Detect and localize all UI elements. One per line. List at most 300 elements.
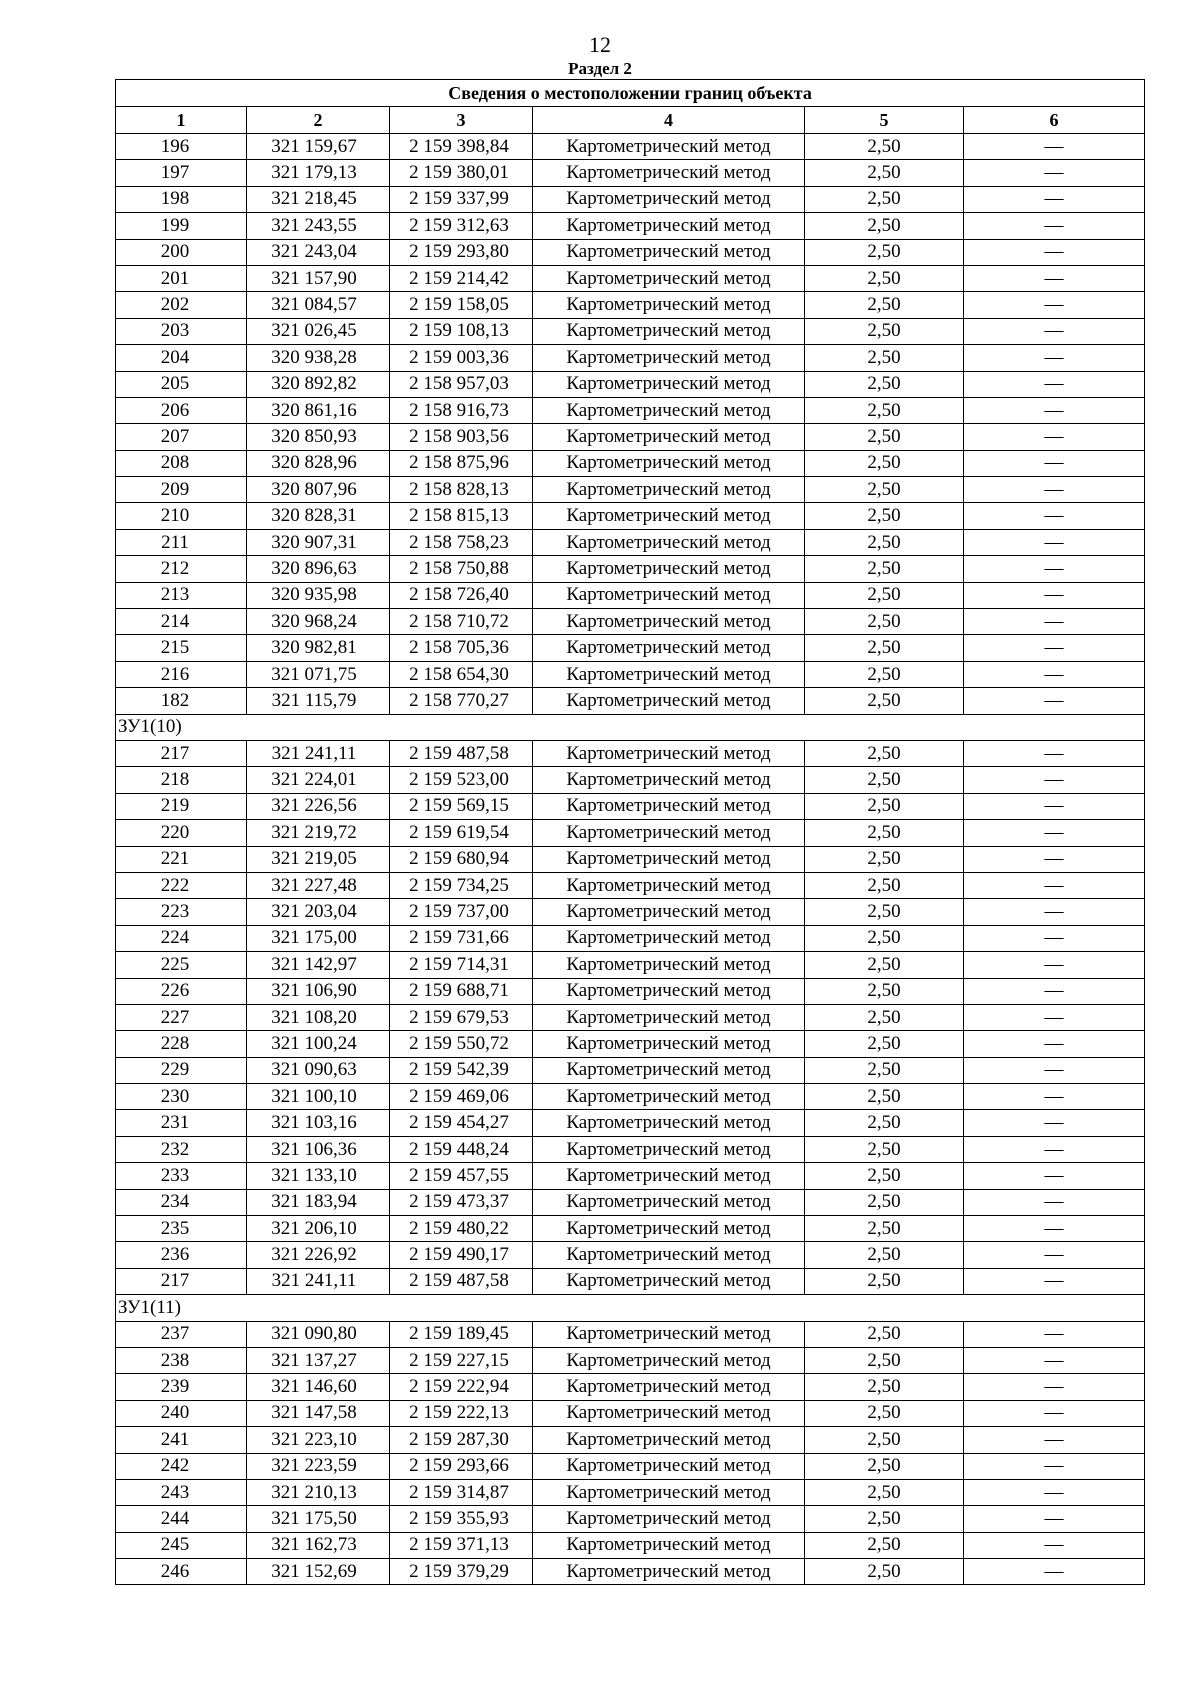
point-number-cell: 222 — [116, 872, 247, 898]
method-cell: Картометрический метод — [533, 899, 805, 925]
description-cell: — — [964, 1427, 1145, 1453]
description-cell: — — [964, 609, 1145, 635]
description-cell: — — [964, 1084, 1145, 1110]
description-cell: — — [964, 820, 1145, 846]
accuracy-cell: 2,50 — [805, 925, 964, 951]
accuracy-cell: 2,50 — [805, 265, 964, 291]
accuracy-cell: 2,50 — [805, 1347, 964, 1373]
point-number-cell: 212 — [116, 556, 247, 582]
accuracy-cell: 2,50 — [805, 1084, 964, 1110]
point-number-cell: 240 — [116, 1400, 247, 1426]
y-coordinate-cell: 2 159 737,00 — [390, 899, 533, 925]
table-row — [116, 1506, 1145, 1532]
group-row — [116, 714, 1145, 740]
x-coordinate-cell: 321 106,90 — [247, 978, 390, 1004]
point-number-cell: 196 — [116, 134, 247, 160]
accuracy-cell: 2,50 — [805, 899, 964, 925]
x-coordinate-cell: 321 146,60 — [247, 1374, 390, 1400]
description-cell: — — [964, 793, 1145, 819]
x-coordinate-cell: 321 100,24 — [247, 1031, 390, 1057]
accuracy-cell: 2,50 — [805, 1031, 964, 1057]
method-cell: Картометрический метод — [533, 292, 805, 318]
point-number-cell: 243 — [116, 1479, 247, 1505]
description-cell: — — [964, 1532, 1145, 1558]
y-coordinate-cell: 2 159 293,66 — [390, 1453, 533, 1479]
table-row — [116, 978, 1145, 1004]
table-row — [116, 265, 1145, 291]
point-number-cell: 225 — [116, 952, 247, 978]
description-cell: — — [964, 978, 1145, 1004]
point-number-cell: 200 — [116, 239, 247, 265]
point-number-cell: 220 — [116, 820, 247, 846]
description-cell: — — [964, 1163, 1145, 1189]
y-coordinate-cell: 2 159 287,30 — [390, 1427, 533, 1453]
point-number-cell: 182 — [116, 688, 247, 714]
y-coordinate-cell: 2 158 957,03 — [390, 371, 533, 397]
method-cell: Картометрический метод — [533, 1427, 805, 1453]
y-coordinate-cell: 2 159 542,39 — [390, 1057, 533, 1083]
method-cell: Картометрический метод — [533, 424, 805, 450]
accuracy-cell: 2,50 — [805, 872, 964, 898]
x-coordinate-cell: 320 828,96 — [247, 450, 390, 476]
point-number-cell: 205 — [116, 371, 247, 397]
point-number-cell: 235 — [116, 1216, 247, 1242]
description-cell: — — [964, 529, 1145, 555]
table-row — [116, 213, 1145, 239]
table-row — [116, 1559, 1145, 1585]
table-row — [116, 424, 1145, 450]
y-coordinate-cell: 2 159 214,42 — [390, 265, 533, 291]
method-cell: Картометрический метод — [533, 477, 805, 503]
column-number: 1 — [116, 107, 247, 134]
x-coordinate-cell: 321 026,45 — [247, 318, 390, 344]
point-number-cell: 216 — [116, 661, 247, 687]
accuracy-cell: 2,50 — [805, 239, 964, 265]
y-coordinate-cell: 2 159 003,36 — [390, 345, 533, 371]
description-cell: — — [964, 1347, 1145, 1373]
description-cell: — — [964, 186, 1145, 212]
method-cell: Картометрический метод — [533, 793, 805, 819]
point-number-cell: 228 — [116, 1031, 247, 1057]
x-coordinate-cell: 321 219,72 — [247, 820, 390, 846]
x-coordinate-cell: 321 106,36 — [247, 1136, 390, 1162]
x-coordinate-cell: 321 224,01 — [247, 767, 390, 793]
accuracy-cell: 2,50 — [805, 292, 964, 318]
description-cell: — — [964, 318, 1145, 344]
y-coordinate-cell: 2 159 355,93 — [390, 1506, 533, 1532]
accuracy-cell: 2,50 — [805, 1506, 964, 1532]
x-coordinate-cell: 320 938,28 — [247, 345, 390, 371]
point-number-cell: 246 — [116, 1559, 247, 1585]
y-coordinate-cell: 2 159 569,15 — [390, 793, 533, 819]
y-coordinate-cell: 2 159 688,71 — [390, 978, 533, 1004]
method-cell: Картометрический метод — [533, 1400, 805, 1426]
table-row — [116, 925, 1145, 951]
y-coordinate-cell: 2 159 227,15 — [390, 1347, 533, 1373]
method-cell: Картометрический метод — [533, 1559, 805, 1585]
method-cell: Картометрический метод — [533, 1347, 805, 1373]
description-cell: — — [964, 1216, 1145, 1242]
x-coordinate-cell: 320 968,24 — [247, 609, 390, 635]
method-cell: Картометрический метод — [533, 371, 805, 397]
x-coordinate-cell: 321 147,58 — [247, 1400, 390, 1426]
y-coordinate-cell: 2 158 916,73 — [390, 397, 533, 423]
point-number-cell: 197 — [116, 160, 247, 186]
accuracy-cell: 2,50 — [805, 397, 964, 423]
accuracy-cell: 2,50 — [805, 1004, 964, 1030]
method-cell: Картометрический метод — [533, 846, 805, 872]
table-row — [116, 609, 1145, 635]
method-cell: Картометрический метод — [533, 1031, 805, 1057]
x-coordinate-cell: 321 103,16 — [247, 1110, 390, 1136]
description-cell: — — [964, 1559, 1145, 1585]
point-number-cell: 234 — [116, 1189, 247, 1215]
accuracy-cell: 2,50 — [805, 767, 964, 793]
section-title: Раздел 2 — [568, 59, 632, 78]
point-number-cell: 202 — [116, 292, 247, 318]
x-coordinate-cell: 321 227,48 — [247, 872, 390, 898]
y-coordinate-cell: 2 159 523,00 — [390, 767, 533, 793]
point-number-cell: 239 — [116, 1374, 247, 1400]
point-number-cell: 237 — [116, 1321, 247, 1347]
x-coordinate-cell: 321 179,13 — [247, 160, 390, 186]
table-body — [116, 134, 1145, 1585]
table-row — [116, 872, 1145, 898]
table-row — [116, 318, 1145, 344]
x-coordinate-cell: 321 223,10 — [247, 1427, 390, 1453]
x-coordinate-cell: 321 183,94 — [247, 1189, 390, 1215]
x-coordinate-cell: 320 892,82 — [247, 371, 390, 397]
accuracy-cell: 2,50 — [805, 609, 964, 635]
method-cell: Картометрический метод — [533, 820, 805, 846]
accuracy-cell: 2,50 — [805, 1453, 964, 1479]
method-cell: Картометрический метод — [533, 952, 805, 978]
y-coordinate-cell: 2 159 379,29 — [390, 1559, 533, 1585]
y-coordinate-cell: 2 159 108,13 — [390, 318, 533, 344]
y-coordinate-cell: 2 158 726,40 — [390, 582, 533, 608]
table-row — [116, 1189, 1145, 1215]
description-cell: — — [964, 371, 1145, 397]
point-number-cell: 238 — [116, 1347, 247, 1373]
point-number-cell: 213 — [116, 582, 247, 608]
y-coordinate-cell: 2 159 480,22 — [390, 1216, 533, 1242]
point-number-cell: 208 — [116, 450, 247, 476]
point-number-cell: 218 — [116, 767, 247, 793]
point-number-cell: 230 — [116, 1084, 247, 1110]
y-coordinate-cell: 2 159 714,31 — [390, 952, 533, 978]
x-coordinate-cell: 321 152,69 — [247, 1559, 390, 1585]
description-cell: — — [964, 1400, 1145, 1426]
method-cell: Картометрический метод — [533, 134, 805, 160]
method-cell: Картометрический метод — [533, 1506, 805, 1532]
description-cell: — — [964, 1479, 1145, 1505]
accuracy-cell: 2,50 — [805, 1559, 964, 1585]
table-row — [116, 1427, 1145, 1453]
table-row — [116, 160, 1145, 186]
point-number-cell: 245 — [116, 1532, 247, 1558]
x-coordinate-cell: 321 090,80 — [247, 1321, 390, 1347]
description-cell: — — [964, 1242, 1145, 1268]
x-coordinate-cell: 321 137,27 — [247, 1347, 390, 1373]
x-coordinate-cell: 321 206,10 — [247, 1216, 390, 1242]
accuracy-cell: 2,50 — [805, 1163, 964, 1189]
table-row — [116, 1321, 1145, 1347]
point-number-cell: 201 — [116, 265, 247, 291]
point-number-cell: 233 — [116, 1163, 247, 1189]
accuracy-cell: 2,50 — [805, 952, 964, 978]
group-row — [116, 1295, 1145, 1321]
method-cell: Картометрический метод — [533, 529, 805, 555]
table-row — [116, 1110, 1145, 1136]
y-coordinate-cell: 2 158 758,23 — [390, 529, 533, 555]
accuracy-cell: 2,50 — [805, 1268, 964, 1294]
table-row — [116, 767, 1145, 793]
x-coordinate-cell: 320 982,81 — [247, 635, 390, 661]
point-number-cell: 204 — [116, 345, 247, 371]
point-number-cell: 242 — [116, 1453, 247, 1479]
method-cell: Картометрический метод — [533, 160, 805, 186]
table-row — [116, 820, 1145, 846]
method-cell: Картометрический метод — [533, 556, 805, 582]
method-cell: Картометрический метод — [533, 1532, 805, 1558]
y-coordinate-cell: 2 159 189,45 — [390, 1321, 533, 1347]
method-cell: Картометрический метод — [533, 503, 805, 529]
method-cell: Картометрический метод — [533, 978, 805, 1004]
y-coordinate-cell: 2 159 371,13 — [390, 1532, 533, 1558]
table-row — [116, 345, 1145, 371]
accuracy-cell: 2,50 — [805, 688, 964, 714]
y-coordinate-cell: 2 159 734,25 — [390, 872, 533, 898]
y-coordinate-cell: 2 159 731,66 — [390, 925, 533, 951]
boundary-coordinates-table — [115, 79, 1145, 1585]
description-cell: — — [964, 450, 1145, 476]
column-number: 2 — [247, 107, 390, 134]
description-cell: — — [964, 1057, 1145, 1083]
table-row — [116, 740, 1145, 766]
point-number-cell: 221 — [116, 846, 247, 872]
table-row — [116, 582, 1145, 608]
method-cell: Картометрический метод — [533, 1084, 805, 1110]
table-row — [116, 1347, 1145, 1373]
y-coordinate-cell: 2 159 448,24 — [390, 1136, 533, 1162]
accuracy-cell: 2,50 — [805, 740, 964, 766]
table-row — [116, 688, 1145, 714]
accuracy-cell: 2,50 — [805, 556, 964, 582]
y-coordinate-cell: 2 159 398,84 — [390, 134, 533, 160]
method-cell: Картометрический метод — [533, 1268, 805, 1294]
y-coordinate-cell: 2 159 469,06 — [390, 1084, 533, 1110]
method-cell: Картометрический метод — [533, 345, 805, 371]
point-number-cell: 223 — [116, 899, 247, 925]
description-cell: — — [964, 1374, 1145, 1400]
description-cell: — — [964, 740, 1145, 766]
table-row — [116, 239, 1145, 265]
x-coordinate-cell: 321 175,50 — [247, 1506, 390, 1532]
accuracy-cell: 2,50 — [805, 978, 964, 1004]
table-row — [116, 635, 1145, 661]
table-row — [116, 1532, 1145, 1558]
method-cell: Картометрический метод — [533, 318, 805, 344]
method-cell: Картометрический метод — [533, 925, 805, 951]
description-cell: — — [964, 1453, 1145, 1479]
method-cell: Картометрический метод — [533, 688, 805, 714]
group-label: ЗУ1(10) — [116, 714, 1145, 740]
table-row — [116, 292, 1145, 318]
description-cell: — — [964, 1136, 1145, 1162]
point-number-cell: 214 — [116, 609, 247, 635]
method-cell: Картометрический метод — [533, 1110, 805, 1136]
description-cell: — — [964, 160, 1145, 186]
point-number-cell: 217 — [116, 740, 247, 766]
description-cell: — — [964, 1031, 1145, 1057]
table-row — [116, 1004, 1145, 1030]
point-number-cell: 199 — [116, 213, 247, 239]
column-number-row — [116, 107, 1145, 134]
accuracy-cell: 2,50 — [805, 1374, 964, 1400]
method-cell: Картометрический метод — [533, 1057, 805, 1083]
method-cell: Картометрический метод — [533, 1004, 805, 1030]
point-number-cell: 198 — [116, 186, 247, 212]
accuracy-cell: 2,50 — [805, 1057, 964, 1083]
table-row — [116, 134, 1145, 160]
point-number-cell: 229 — [116, 1057, 247, 1083]
description-cell: — — [964, 1506, 1145, 1532]
accuracy-cell: 2,50 — [805, 503, 964, 529]
table-row — [116, 1216, 1145, 1242]
method-cell: Картометрический метод — [533, 635, 805, 661]
description-cell: — — [964, 1004, 1145, 1030]
point-number-cell: 209 — [116, 477, 247, 503]
x-coordinate-cell: 321 142,97 — [247, 952, 390, 978]
x-coordinate-cell: 321 157,90 — [247, 265, 390, 291]
description-cell: — — [964, 635, 1145, 661]
x-coordinate-cell: 320 907,31 — [247, 529, 390, 555]
point-number-cell: 211 — [116, 529, 247, 555]
x-coordinate-cell: 320 807,96 — [247, 477, 390, 503]
y-coordinate-cell: 2 158 828,13 — [390, 477, 533, 503]
point-number-cell: 232 — [116, 1136, 247, 1162]
table-row — [116, 899, 1145, 925]
table-row — [116, 450, 1145, 476]
accuracy-cell: 2,50 — [805, 134, 964, 160]
accuracy-cell: 2,50 — [805, 1136, 964, 1162]
table-caption: Сведения о местоположении границ объекта — [116, 80, 1145, 107]
accuracy-cell: 2,50 — [805, 1427, 964, 1453]
table-row — [116, 846, 1145, 872]
y-coordinate-cell: 2 159 380,01 — [390, 160, 533, 186]
method-cell: Картометрический метод — [533, 740, 805, 766]
y-coordinate-cell: 2 159 293,80 — [390, 239, 533, 265]
accuracy-cell: 2,50 — [805, 635, 964, 661]
method-cell: Картометрический метод — [533, 609, 805, 635]
x-coordinate-cell: 321 226,56 — [247, 793, 390, 819]
y-coordinate-cell: 2 158 710,72 — [390, 609, 533, 635]
table-row — [116, 371, 1145, 397]
accuracy-cell: 2,50 — [805, 846, 964, 872]
method-cell: Картометрический метод — [533, 1216, 805, 1242]
method-cell: Картометрический метод — [533, 213, 805, 239]
method-cell: Картометрический метод — [533, 1374, 805, 1400]
y-coordinate-cell: 2 159 454,27 — [390, 1110, 533, 1136]
x-coordinate-cell: 320 861,16 — [247, 397, 390, 423]
table-row — [116, 556, 1145, 582]
accuracy-cell: 2,50 — [805, 793, 964, 819]
description-cell: — — [964, 424, 1145, 450]
method-cell: Картометрический метод — [533, 1479, 805, 1505]
description-cell: — — [964, 134, 1145, 160]
description-cell: — — [964, 213, 1145, 239]
method-cell: Картометрический метод — [533, 450, 805, 476]
description-cell: — — [964, 846, 1145, 872]
description-cell: — — [964, 767, 1145, 793]
table-row — [116, 1453, 1145, 1479]
table-row — [116, 793, 1145, 819]
method-cell: Картометрический метод — [533, 1453, 805, 1479]
point-number-cell: 226 — [116, 978, 247, 1004]
description-cell: — — [964, 1268, 1145, 1294]
description-cell: — — [964, 925, 1145, 951]
y-coordinate-cell: 2 159 550,72 — [390, 1031, 533, 1057]
table-row — [116, 661, 1145, 687]
point-number-cell: 203 — [116, 318, 247, 344]
page-number: 12 — [589, 32, 611, 57]
y-coordinate-cell: 2 159 680,94 — [390, 846, 533, 872]
accuracy-cell: 2,50 — [805, 371, 964, 397]
y-coordinate-cell: 2 159 312,63 — [390, 213, 533, 239]
description-cell: — — [964, 1110, 1145, 1136]
accuracy-cell: 2,50 — [805, 477, 964, 503]
y-coordinate-cell: 2 159 487,58 — [390, 740, 533, 766]
y-coordinate-cell: 2 158 770,27 — [390, 688, 533, 714]
y-coordinate-cell: 2 158 705,36 — [390, 635, 533, 661]
y-coordinate-cell: 2 159 487,58 — [390, 1268, 533, 1294]
x-coordinate-cell: 320 896,63 — [247, 556, 390, 582]
column-number: 5 — [805, 107, 964, 134]
description-cell: — — [964, 265, 1145, 291]
x-coordinate-cell: 321 115,79 — [247, 688, 390, 714]
y-coordinate-cell: 2 159 337,99 — [390, 186, 533, 212]
point-number-cell: 224 — [116, 925, 247, 951]
point-number-cell: 217 — [116, 1268, 247, 1294]
x-coordinate-cell: 321 241,11 — [247, 1268, 390, 1294]
description-cell: — — [964, 952, 1145, 978]
point-number-cell: 241 — [116, 1427, 247, 1453]
y-coordinate-cell: 2 158 750,88 — [390, 556, 533, 582]
table-row — [116, 1479, 1145, 1505]
x-coordinate-cell: 321 226,92 — [247, 1242, 390, 1268]
accuracy-cell: 2,50 — [805, 1216, 964, 1242]
y-coordinate-cell: 2 159 473,37 — [390, 1189, 533, 1215]
method-cell: Картометрический метод — [533, 397, 805, 423]
x-coordinate-cell: 321 084,57 — [247, 292, 390, 318]
table-row — [116, 186, 1145, 212]
table-row — [116, 1031, 1145, 1057]
accuracy-cell: 2,50 — [805, 1110, 964, 1136]
accuracy-cell: 2,50 — [805, 186, 964, 212]
accuracy-cell: 2,50 — [805, 820, 964, 846]
table-row — [116, 1084, 1145, 1110]
accuracy-cell: 2,50 — [805, 1400, 964, 1426]
column-number: 6 — [964, 107, 1145, 134]
x-coordinate-cell: 321 210,13 — [247, 1479, 390, 1505]
method-cell: Картометрический метод — [533, 1136, 805, 1162]
accuracy-cell: 2,50 — [805, 160, 964, 186]
table-row — [116, 1400, 1145, 1426]
x-coordinate-cell: 321 175,00 — [247, 925, 390, 951]
x-coordinate-cell: 321 219,05 — [247, 846, 390, 872]
x-coordinate-cell: 320 850,93 — [247, 424, 390, 450]
y-coordinate-cell: 2 159 490,17 — [390, 1242, 533, 1268]
